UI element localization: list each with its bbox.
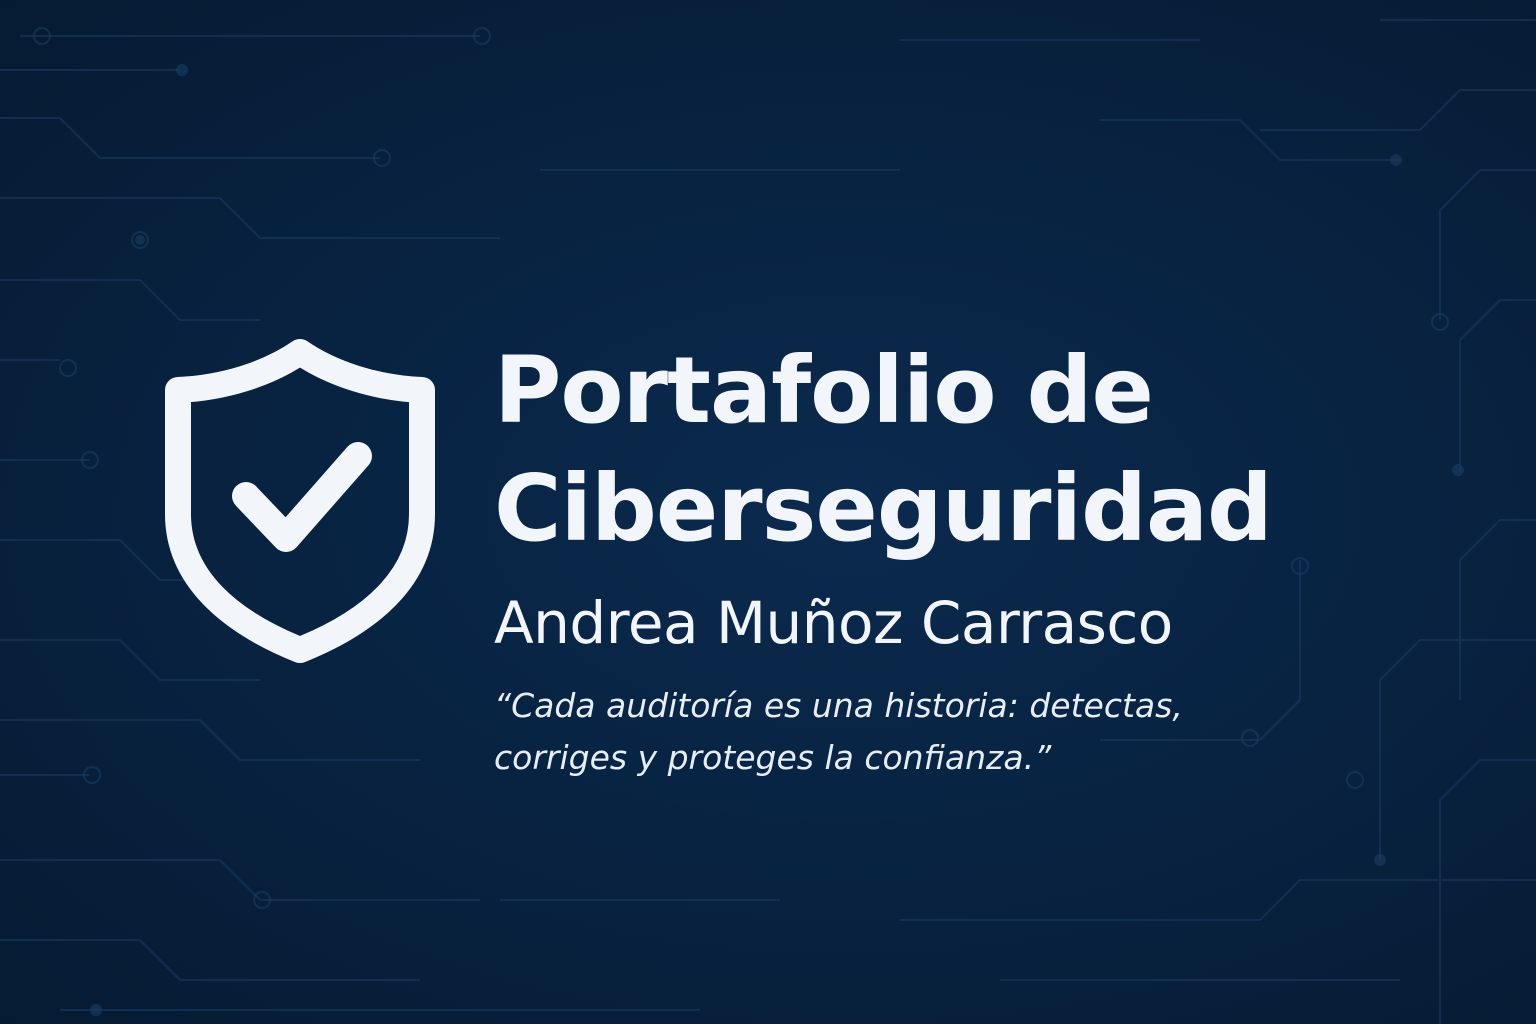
quote-line-2: corriges y proteges la confianza.” (494, 738, 1052, 777)
page-title-line-2: Ciberseguridad (494, 455, 1272, 562)
quote-line-1: “Cada auditoría es una historia: detectas, (494, 686, 1183, 725)
title-block (494, 332, 1494, 784)
shield-check-icon (160, 338, 440, 664)
page-title-line-1: Portafolio de (494, 337, 1153, 444)
author-name: Andrea Muñoz Carrasco (494, 589, 1173, 657)
quote (494, 680, 1494, 784)
